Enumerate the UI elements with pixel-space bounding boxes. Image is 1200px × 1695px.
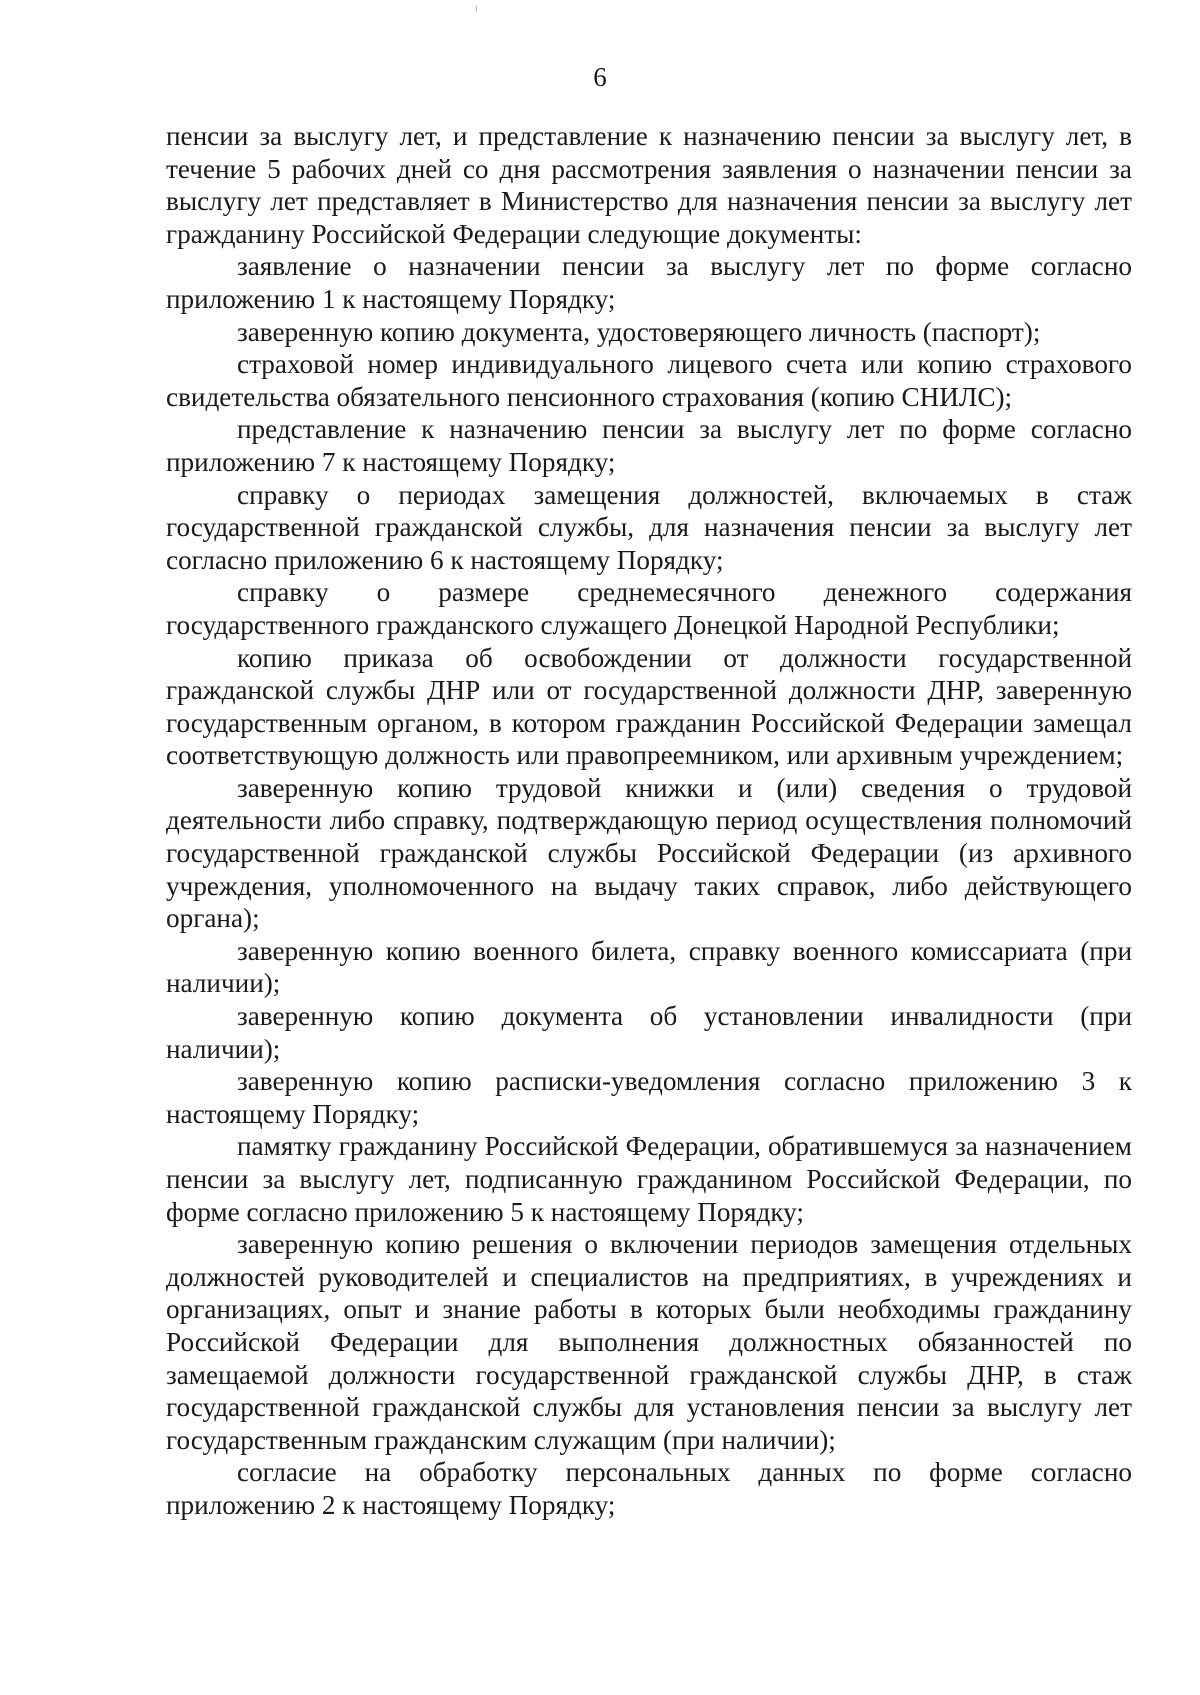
list-item-snils: страховой номер индивидуального лицевого счета или копию страхового свидетельства обязательного пенсионного страхования (копию СНИЛС); [166, 349, 1132, 412]
list-item-data-consent: согласие на обработку персональных данных по форме согласно приложению 2 к настоящему Порядку; [166, 1457, 1132, 1520]
list-item-dismissal-order: копию приказа об освобождении от должности государственной гражданской службы ДНР или от государственной должности ДНР, заверенную государственным органом, в котором гражданин Российской Федерации замещал соответствующую должность или правопреемником, или архивным учреждением; [166, 642, 1132, 771]
intro-paragraph: пенсии за выслугу лет, и представление к назначению пенсии за выслугу лет, в течение 5 рабочих дней со дня рассмотрения заявления о назначении пенсии за выслугу лет представляет в Министерство для назначения пенсии за выслугу лет гражданину Российской Федерации следующие документы: [166, 121, 1132, 249]
list-item-disability-document: заверенную копию документа об установлении инвалидности (при наличии); [166, 1001, 1132, 1064]
list-item-inclusion-decision: заверенную копию решения о включении периодов замещения отдельных должностей руководителей и специалистов на предприятиях, в учреждениях и организациях, опыт и знание работы в которых были необходимы гражданину Российской Федерации для выполнения должностных обязанностей по замещаемой должности государственной гражданской службы ДНР, в стаж государственной гражданской службы для установления пенсии за выслугу лет государственным гражданским служащим (при наличии); [166, 1229, 1132, 1455]
list-item-employment-record: заверенную копию трудовой книжки и (или) сведения о трудовой деятельности либо справку, подтверждающую период осуществления полномочий государственной гражданской службы Российской Федерации (из архивного учреждения, уполномоченного на выдачу таких справок, либо действующего органа); [166, 772, 1132, 934]
list-item-application: заявление о назначении пенсии за выслугу лет по форме согласно приложению 1 к настоящему Порядку; [166, 251, 1132, 314]
list-item-pension-submission: представление к назначению пенсии за выслугу лет по форме согласно приложению 7 к настоящему Порядку; [166, 414, 1132, 477]
scan-mark [476, 6, 477, 12]
list-item-salary-certificate: справку о размере среднемесячного денежного содержания государственного гражданского служащего Донецкой Народной Республики; [166, 577, 1132, 640]
page-number: 6 [593, 62, 607, 92]
document-body [166, 120, 1132, 1522]
list-item-passport-copy: заверенную копию документа, удостоверяющего личность (паспорт); [237, 316, 1041, 347]
list-item-military-id: заверенную копию военного билета, справку военного комиссариата (при наличии); [166, 935, 1132, 999]
list-item-service-periods-certificate: справку о периодах замещения должностей, включаемых в стаж государственной гражданской службы, для назначения пенсии за выслугу лет согласно приложению 6 к настоящему Порядку; [166, 479, 1132, 575]
list-item-citizen-memo: памятку гражданину Российской Федерации, обратившемуся за назначением пенсии за выслугу лет, подписанную гражданином Российской Федерации, по форме согласно приложению 5 к настоящему Порядку; [166, 1131, 1132, 1227]
list-item-receipt-notice: заверенную копию расписки-уведомления согласно приложению 3 к настоящему Порядку; [166, 1066, 1132, 1129]
